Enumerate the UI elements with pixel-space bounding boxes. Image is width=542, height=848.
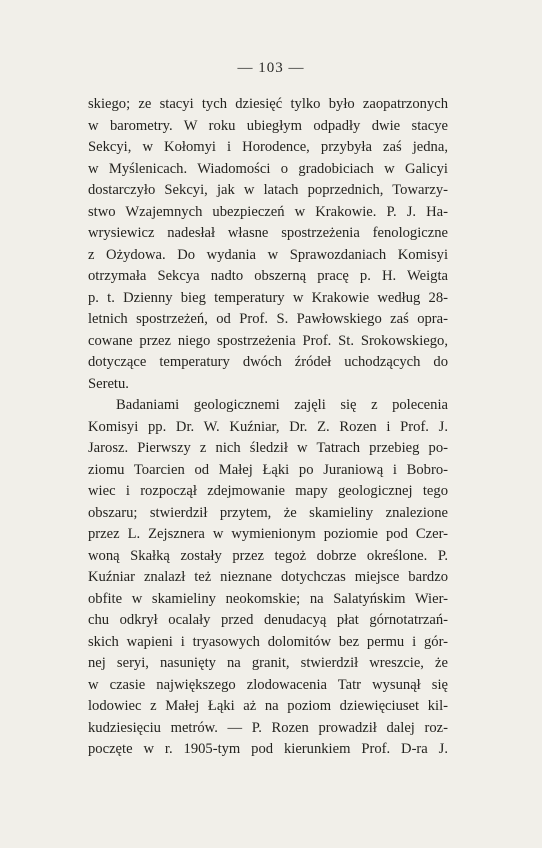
- text-line: wiec i rozpoczął zdejmowanie mapy geologicznej tego: [88, 483, 448, 499]
- text-line: chu odkrył ocalały przed denudacyą płat górnotatrzań-: [88, 612, 448, 628]
- text-line: dotyczące temperatury dwóch źródeł uchodzących do: [88, 354, 448, 370]
- text-line: przez L. Zejsznera w wymienionym poziomie pod Czer-: [88, 526, 448, 542]
- text-line: obfite w skamieliny neokomskie; na Salatyńskim Wier-: [88, 590, 448, 607]
- text-line: w barometry. W roku ubiegłym odpadły dwie stacye: [88, 117, 448, 134]
- text-line: skich wapieni i tryasowych dolomitów bez permu i gór-: [88, 633, 448, 650]
- paragraph-2: [88, 395, 448, 761]
- text-line: p. t. Dzienny bieg temperatury w Krakowie według 28-: [88, 289, 448, 306]
- text-line: dostarczyło Sekcyi, jak w latach poprzednich, Towarzy-: [88, 182, 448, 198]
- text-line: obszaru; stwierdził przytem, że skamieliny znalezione: [88, 504, 448, 521]
- text-line: ziomu Toarcien od Małej Łąki po Juraniową i Bobro-: [88, 461, 448, 478]
- text-line: Seretu.: [88, 375, 129, 392]
- text-line: woną Skałką zostały przez tegoż dobrze określone. P.: [88, 547, 448, 564]
- text-line: letnich spostrzeżeń, od Prof. S. Pawłowskiego zaś opra-: [88, 311, 448, 327]
- text-line: w Myślenicach. Wiadomości o gradobiciach w Galicyi: [88, 160, 448, 177]
- text-line: w czasie największego zlodowacenia Tatr wysunął się: [88, 676, 448, 693]
- paragraph-1: [88, 94, 448, 395]
- text-line: z Ożydowa. Do wydania w Sprawozdaniach Komisyi: [88, 246, 448, 263]
- text-line: Sekcyi, w Kołomyi i Horodence, przybyła zaś jedna,: [88, 139, 448, 155]
- text-line: kudziesięciu metrów. — P. Rozen prowadził dalej roz-: [88, 719, 448, 736]
- text-line: nej seryi, nasunięty na granit, stwierdził wreszcie, że: [88, 655, 448, 671]
- text-line: skiego; ze stacyi tych dziesięć tylko było zaopatrzonych: [88, 96, 448, 112]
- text-line: otrzymała Sekcya nadto obszerną pracę p. H. Weigta: [88, 268, 448, 284]
- text-line: Badaniami geologicznemi zajęli się z polecenia: [116, 397, 448, 413]
- text-line: Jarosz. Pierwszy z nich śledził w Tatrach przebieg po-: [88, 440, 448, 456]
- text-line: cowane przez niego spostrzeżenia Prof. St. Srokowskiego,: [88, 332, 448, 349]
- body-text: [88, 94, 448, 761]
- text-line: stwo Wzajemnych ubezpieczeń w Krakowie. P. J. Ha-: [88, 203, 448, 220]
- text-line: Kuźniar znalazł też nieznane dotychczas miejsce bardzo: [88, 569, 448, 585]
- text-line: lodowiec z Małej Łąki aż na poziom dziewięciuset kil-: [88, 698, 448, 714]
- page-number: — 103 —: [237, 60, 305, 76]
- text-line: wrysiewicz nadesłał własne spostrzeżenia fenologiczne: [88, 225, 448, 241]
- text-line: poczęte w r. 1905-tym pod kierunkiem Prof. D-ra J.: [88, 741, 448, 757]
- text-line: Komisyi pp. Dr. W. Kuźniar, Dr. Z. Rozen i Prof. J.: [88, 418, 448, 435]
